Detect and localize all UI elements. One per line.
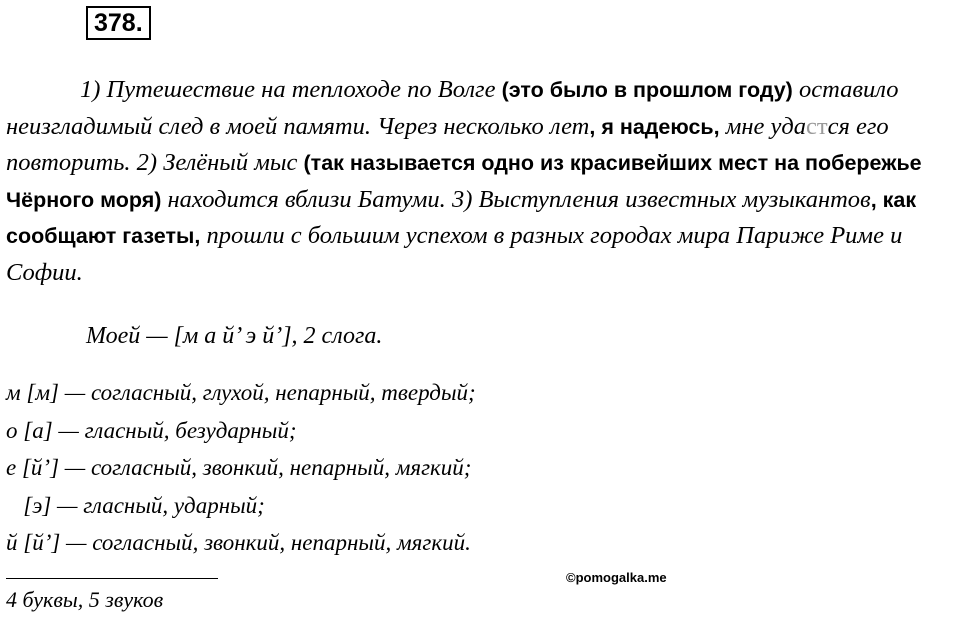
- phonetic-transcription: Моей — [м а й’ э й’], 2 слога.: [86, 323, 383, 349]
- sentence-1-parenthetical: (это было в прошлом году): [501, 78, 793, 102]
- sentence-1-middle: оставило неизгладимый след в моей памяти. Через несколько лет: [6, 76, 899, 140]
- sentence-2-end: находится вблизи Батуми.: [161, 185, 452, 213]
- sentence-2-start: 2) Зелёный мыс: [136, 149, 304, 177]
- sentence-3-introductory-clause: , как сообщают газеты,: [6, 187, 917, 249]
- analysis-line: м [м] — согласный, глухой, непарный, твердый;: [6, 380, 476, 405]
- exercise-number: 378.: [86, 6, 151, 40]
- sentence-1-start: 1) Путешествие на теплоходе по Волге: [80, 76, 502, 103]
- phonetic-analysis: [6, 374, 476, 562]
- sentence-1-end-part-b: ся его повторить.: [6, 112, 889, 177]
- sentence-2-parenthetical: (так называется одно из красивейших мест на побережье Чёрного моря): [6, 151, 922, 212]
- sentence-3-end: прошли с большим успехом в разных городах мира Париже Риме и Софии.: [6, 222, 903, 286]
- highlighted-letters: ст: [806, 112, 828, 140]
- analysis-line: [э] — гласный, ударный;: [6, 492, 265, 518]
- analysis-line: й [й’] — согласный, звонкий, непарный, мягкий.: [6, 530, 471, 555]
- sentence-1-end-part-a: мне уда: [719, 112, 806, 140]
- exercise-text: [6, 72, 956, 291]
- analysis-line: о [а] — гласный, безударный;: [6, 417, 297, 443]
- sentence-1-introductory-phrase: , я надеюсь,: [589, 114, 720, 139]
- letters-sounds-summary: 4 буквы, 5 звуков: [6, 587, 164, 612]
- analysis-line: е [й’] — согласный, звонкий, непарный, мягкий;: [6, 455, 472, 480]
- sentence-3-start: 3) Выступления известных музыкантов: [451, 185, 871, 213]
- watermark: ©pomogalka.me: [566, 570, 667, 585]
- summary-divider: [6, 578, 218, 579]
